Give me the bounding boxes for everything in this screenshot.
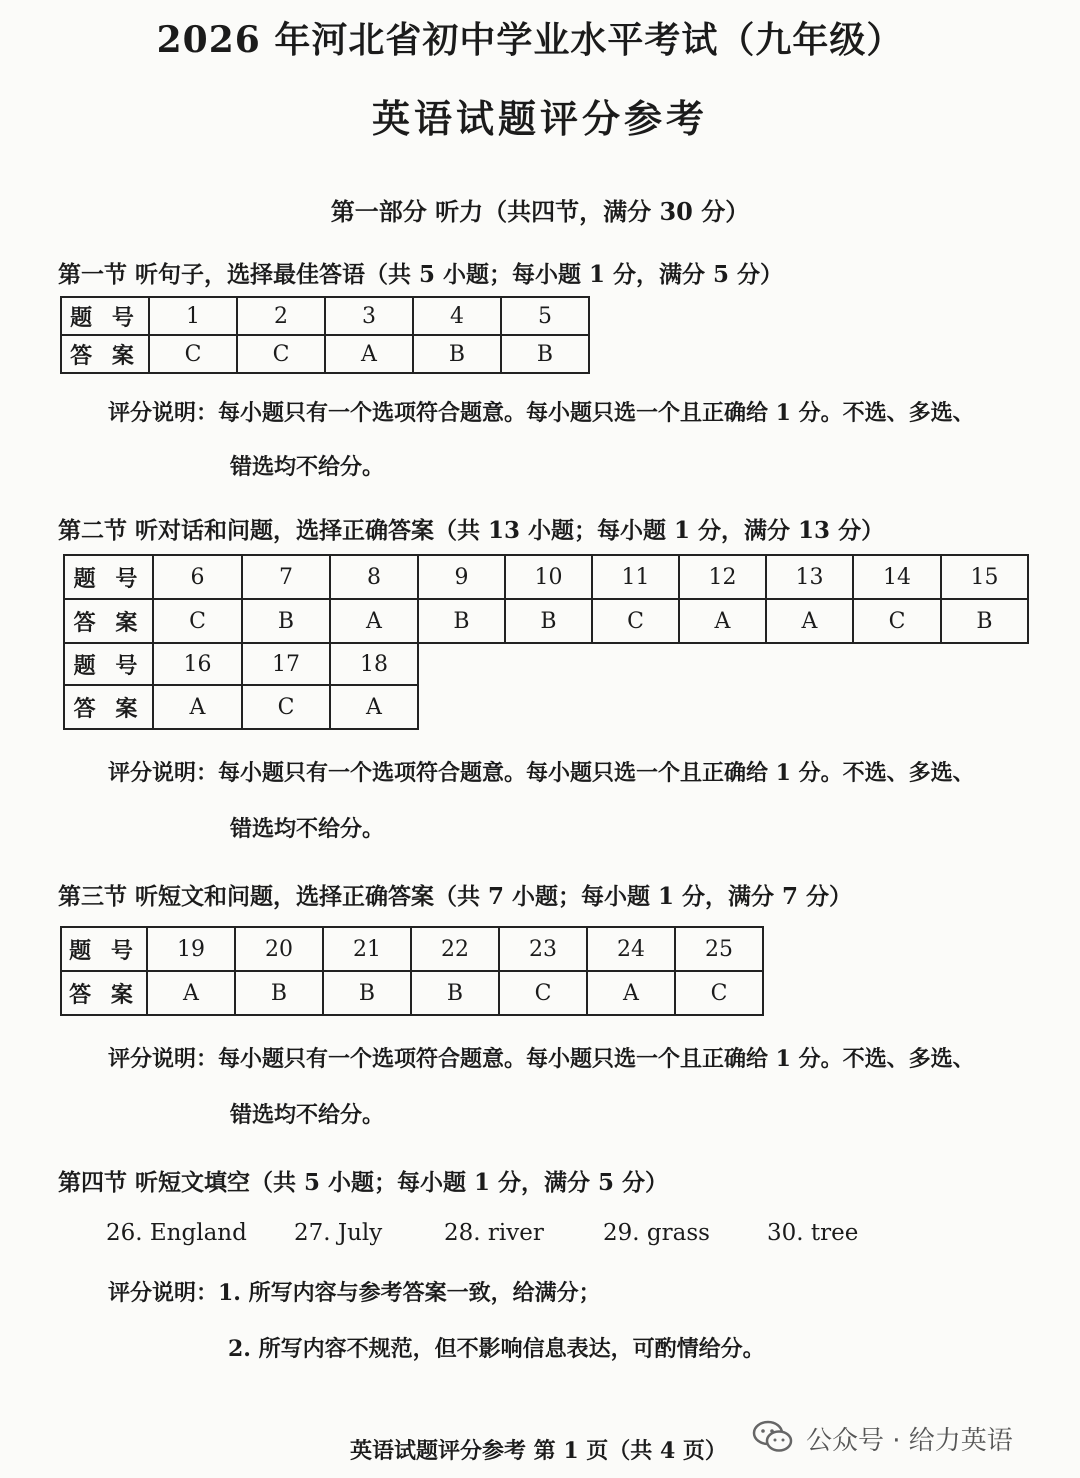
table-cell: C: [149, 335, 237, 373]
table-cell: 9: [418, 555, 505, 599]
table-cell: C: [675, 971, 763, 1015]
table-row-label: 答 案: [64, 599, 153, 643]
section3-heading: 第三节 听短文和问题，选择正确答案（共 7 小题；每小题 1 分，满分 7 分）: [58, 883, 853, 910]
table-cell: 3: [325, 297, 413, 335]
section2-answer-table-1: [63, 554, 1029, 644]
section2-scoring-note: 评分说明：每小题只有一个选项符合题意。每小题只选一个且正确给 1 分。不选、多选、: [108, 760, 975, 786]
wechat-icon: [752, 1419, 794, 1455]
table-row: [61, 335, 589, 373]
table-cell: 18: [330, 643, 418, 685]
table-cell: 6: [153, 555, 242, 599]
table-cell: B: [501, 335, 589, 373]
table-row-label: 答 案: [61, 971, 147, 1015]
table-row: [61, 927, 763, 971]
section2-scoring-note-cont: 错选均不给分。: [230, 816, 385, 842]
table-cell: 11: [592, 555, 679, 599]
table-cell: 5: [501, 297, 589, 335]
table-cell: 12: [679, 555, 766, 599]
table-row-label: 题 号: [61, 297, 149, 335]
table-row: [64, 685, 418, 729]
section1-heading: 第一节 听句子，选择最佳答语（共 5 小题；每小题 1 分，满分 5 分）: [58, 261, 784, 288]
table-cell: A: [330, 685, 418, 729]
table-cell: B: [418, 599, 505, 643]
answer-28: 28. river: [444, 1220, 544, 1246]
table-cell: B: [411, 971, 499, 1015]
table-cell: C: [153, 599, 242, 643]
table-cell: 24: [587, 927, 675, 971]
table-cell: 21: [323, 927, 411, 971]
table-row: [64, 555, 1028, 599]
table-row-label: 答 案: [61, 335, 149, 373]
table-cell: B: [323, 971, 411, 1015]
table-cell: 23: [499, 927, 587, 971]
table-cell: A: [587, 971, 675, 1015]
table-cell: 14: [853, 555, 941, 599]
table-cell: C: [592, 599, 679, 643]
table-cell: A: [679, 599, 766, 643]
table-cell: 13: [766, 555, 853, 599]
table-cell: 10: [505, 555, 592, 599]
table-cell: 20: [235, 927, 323, 971]
table-cell: A: [147, 971, 235, 1015]
page-footer: 英语试题评分参考 第 1 页（共 4 页）: [350, 1438, 727, 1464]
table-row-label: 题 号: [64, 643, 153, 685]
section4-scoring-note-cont: 2. 所写内容不规范，但不影响信息表达，可酌情给分。: [228, 1336, 765, 1362]
table-cell: A: [153, 685, 242, 729]
answer-29: 29. grass: [603, 1220, 710, 1246]
table-cell: 22: [411, 927, 499, 971]
exam-title: 2026 年河北省初中学业水平考试（九年级）: [156, 19, 904, 61]
section3-scoring-note: 评分说明：每小题只有一个选项符合题意。每小题只选一个且正确给 1 分。不选、多选、: [108, 1046, 975, 1072]
section3-scoring-note-cont: 错选均不给分。: [230, 1102, 385, 1128]
table-cell: C: [237, 335, 325, 373]
section1-scoring-note-cont: 错选均不给分。: [230, 454, 385, 480]
table-cell: B: [505, 599, 592, 643]
answer-26: 26. England: [106, 1220, 247, 1246]
table-cell: 2: [237, 297, 325, 335]
section4-heading: 第四节 听短文填空（共 5 小题；每小题 1 分，满分 5 分）: [58, 1169, 669, 1196]
table-cell: 4: [413, 297, 501, 335]
document-subtitle: 英语试题评分参考: [371, 96, 708, 141]
section2-heading: 第二节 听对话和问题，选择正确答案（共 13 小题；每小题 1 分，满分 13 分）: [58, 517, 885, 544]
table-cell: C: [242, 685, 330, 729]
table-row: [64, 643, 418, 685]
table-cell: 1: [149, 297, 237, 335]
table-row: [64, 599, 1028, 643]
section1-answer-table: [60, 296, 590, 374]
table-cell: 17: [242, 643, 330, 685]
table-row: [61, 971, 763, 1015]
table-cell: A: [330, 599, 418, 643]
answer-30: 30. tree: [767, 1220, 859, 1246]
table-cell: 15: [941, 555, 1028, 599]
table-row-label: 题 号: [64, 555, 153, 599]
table-cell: C: [499, 971, 587, 1015]
table-cell: B: [941, 599, 1028, 643]
section1-scoring-note: 评分说明：每小题只有一个选项符合题意。每小题只选一个且正确给 1 分。不选、多选、: [108, 400, 975, 426]
watermark-text: 公众号 · 给力英语: [806, 1426, 1013, 1456]
table-row-label: 题 号: [61, 927, 147, 971]
table-cell: 19: [147, 927, 235, 971]
table-cell: A: [325, 335, 413, 373]
section3-answer-table: [60, 926, 764, 1016]
table-cell: 16: [153, 643, 242, 685]
table-cell: B: [242, 599, 330, 643]
table-cell: 8: [330, 555, 418, 599]
part-title: 第一部分 听力（共四节，满分 30 分）: [330, 197, 750, 226]
section4-scoring-note: 评分说明：1. 所写内容与参考答案一致，给满分；: [108, 1280, 601, 1306]
table-cell: B: [413, 335, 501, 373]
table-cell: 7: [242, 555, 330, 599]
section2-answer-table-2: [63, 642, 419, 730]
table-row: [61, 297, 589, 335]
table-cell: B: [235, 971, 323, 1015]
table-cell: A: [766, 599, 853, 643]
table-cell: C: [853, 599, 941, 643]
table-row-label: 答 案: [64, 685, 153, 729]
table-cell: 25: [675, 927, 763, 971]
answer-27: 27. July: [294, 1220, 383, 1246]
